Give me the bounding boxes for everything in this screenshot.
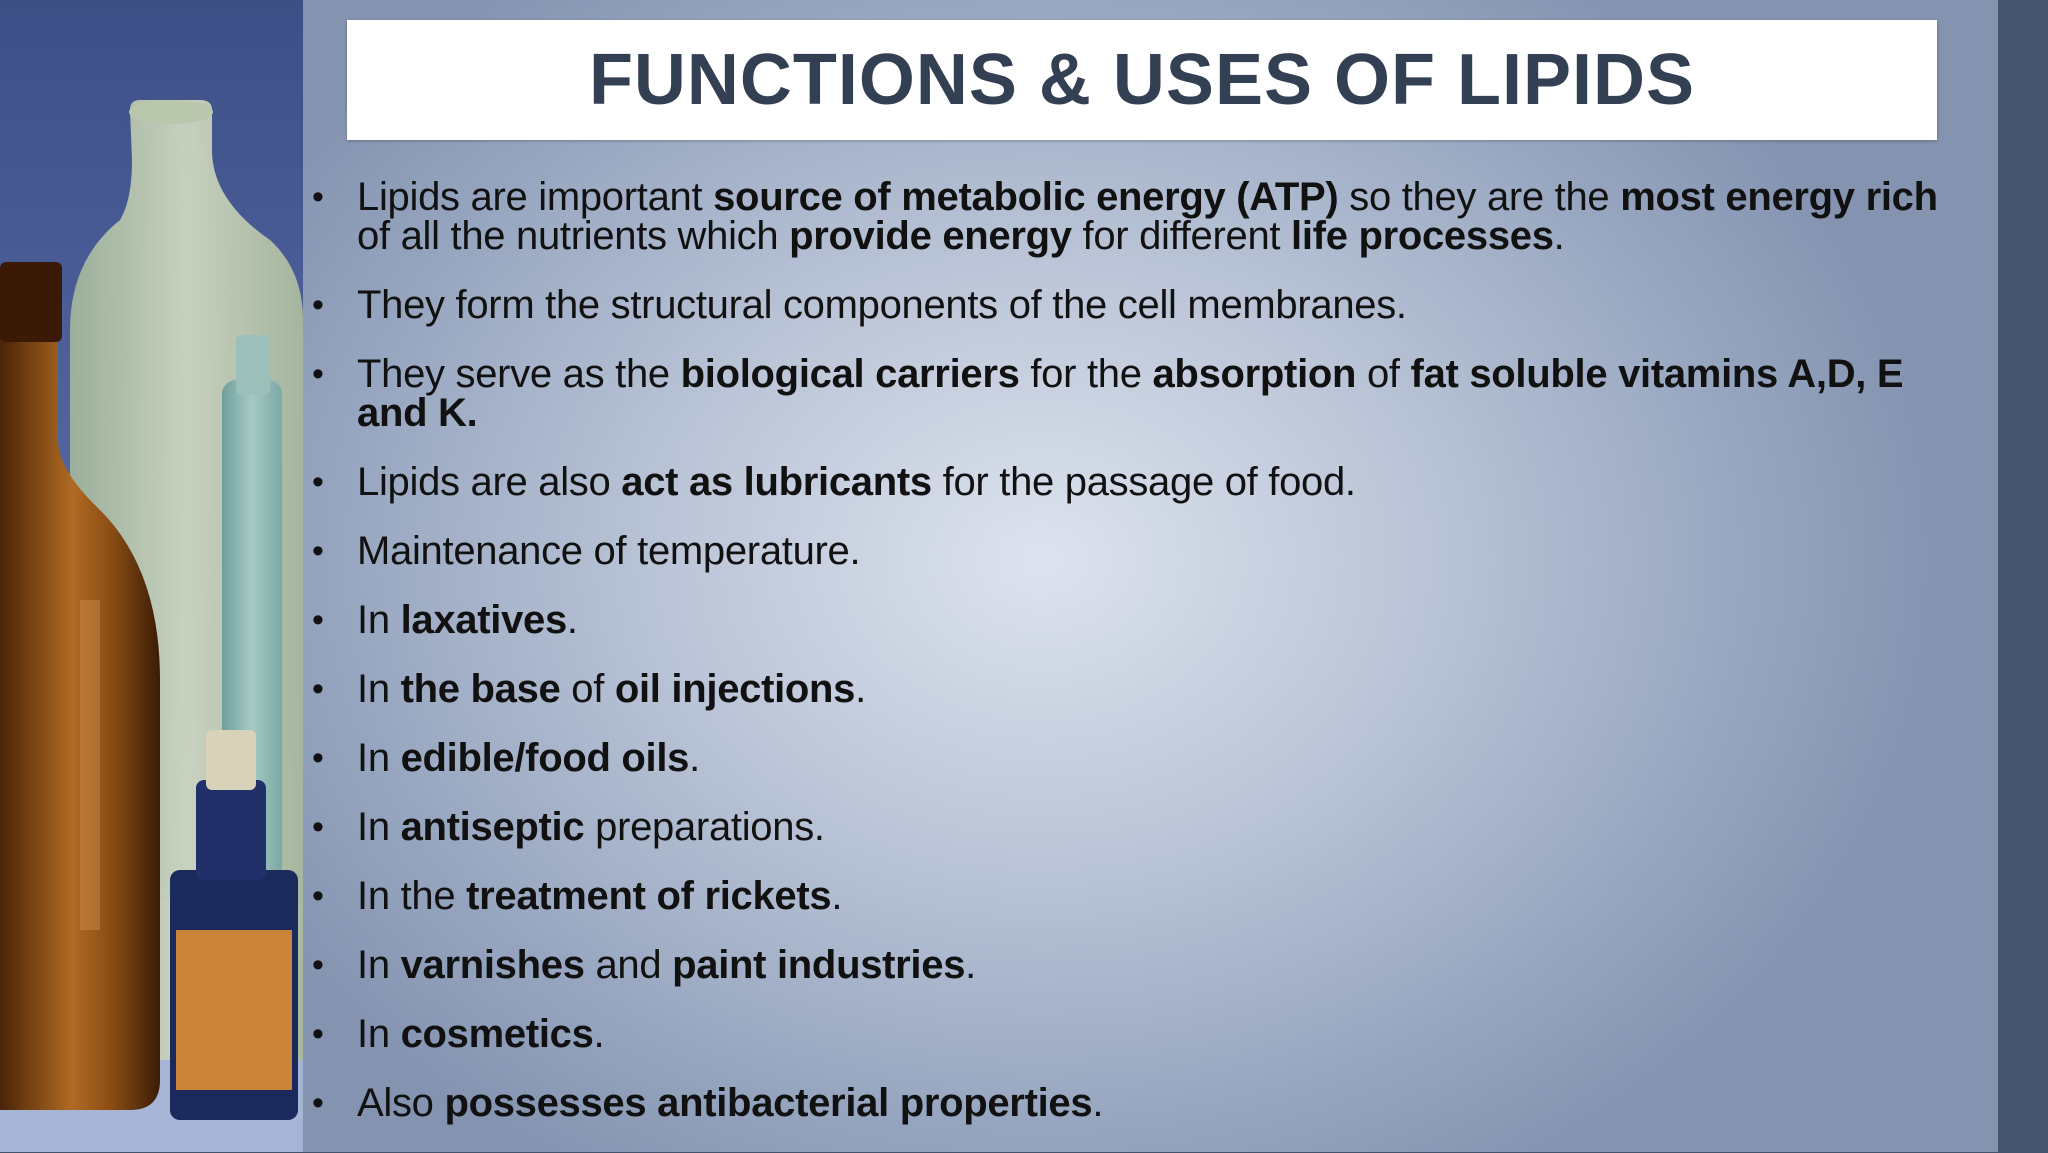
bullet-text: In the bbox=[357, 874, 467, 918]
bullet-text: for different bbox=[1071, 214, 1292, 258]
bullet-item bbox=[303, 1081, 1983, 1125]
bullet-list bbox=[303, 175, 1983, 1153]
bullet-bold-text: paint industries bbox=[672, 943, 966, 987]
slide-title: FUNCTIONS & USES OF LIPIDS bbox=[588, 40, 1696, 120]
bullet-item bbox=[303, 529, 1983, 573]
bullet-bold-text: varnishes bbox=[400, 943, 585, 987]
bullet-bold-text: life processes bbox=[1291, 214, 1554, 258]
bullet-bold-text: laxatives bbox=[400, 598, 567, 642]
bullet-text: of bbox=[560, 667, 615, 711]
bullet-text: so they are the bbox=[1338, 175, 1621, 219]
bullet-text: . bbox=[1553, 214, 1565, 258]
bottles-photo bbox=[0, 0, 303, 1152]
bullet-bold-text: absorption bbox=[1152, 352, 1357, 396]
bullet-bold-text: treatment of rickets bbox=[466, 874, 832, 918]
bullet-text: In bbox=[357, 598, 401, 642]
bullet-text: for the bbox=[1019, 352, 1153, 396]
bullet-text: Also bbox=[357, 1081, 445, 1125]
bullet-item bbox=[303, 943, 1983, 987]
bullet-bold-text: act as lubricants bbox=[621, 460, 932, 504]
bullet-text: preparations. bbox=[584, 805, 825, 849]
bullet-bold-text: fat soluble vitamins A,D, E and K. bbox=[357, 352, 1904, 435]
slide-content bbox=[303, 0, 1998, 1152]
bullet-bold-text: most energy rich bbox=[1620, 175, 1938, 219]
bullet-bold-text: cosmetics bbox=[400, 1012, 594, 1056]
bullet-item bbox=[303, 283, 1983, 327]
bullet-bold-text: oil injections bbox=[614, 667, 856, 711]
bullet-item bbox=[303, 736, 1983, 780]
bullet-text: Lipids are important bbox=[357, 175, 714, 219]
bullet-text: of all the nutrients which bbox=[357, 214, 790, 258]
bullet-text: In bbox=[357, 943, 401, 987]
bullet-text: . bbox=[593, 1012, 605, 1056]
bullet-bold-text: edible/food oils bbox=[400, 736, 690, 780]
title-box bbox=[347, 20, 1937, 140]
bullet-bold-text: antiseptic bbox=[400, 805, 585, 849]
bullet-item bbox=[303, 175, 1983, 258]
bullet-bold-text: biological carriers bbox=[680, 352, 1020, 396]
bullet-bold-text: provide energy bbox=[789, 214, 1072, 258]
bullet-item bbox=[303, 874, 1983, 918]
bullet-text: and bbox=[584, 943, 673, 987]
bullet-bold-text: source of metabolic energy (ATP) bbox=[713, 175, 1339, 219]
bullet-text: Lipids are also bbox=[357, 460, 622, 504]
bullet-text: In bbox=[357, 805, 401, 849]
bullet-text: . bbox=[1092, 1081, 1104, 1125]
bullet-text: In bbox=[357, 736, 401, 780]
bullet-text: of bbox=[1356, 352, 1411, 396]
bullet-text: . bbox=[566, 598, 578, 642]
bullet-text: They serve as the bbox=[357, 352, 681, 396]
bullet-text: . bbox=[965, 943, 976, 987]
bullet-text: In bbox=[357, 667, 401, 711]
bullet-item bbox=[303, 667, 1983, 711]
bullet-text: Maintenance of temperature. bbox=[357, 529, 861, 573]
bullet-text: for the passage of food. bbox=[931, 460, 1356, 504]
bullet-text: . bbox=[831, 874, 843, 918]
bullet-bold-text: possesses antibacterial properties bbox=[444, 1081, 1093, 1125]
bullet-bold-text: the base bbox=[400, 667, 561, 711]
bullet-item bbox=[303, 1012, 1983, 1056]
bullet-item bbox=[303, 460, 1983, 504]
bullet-text: They form the structural components of the cell membranes. bbox=[357, 283, 1407, 327]
bullet-text: . bbox=[689, 736, 700, 780]
bullet-text: . bbox=[855, 667, 866, 711]
right-frame-edge bbox=[1998, 0, 2048, 1152]
bullet-text: In bbox=[357, 1012, 401, 1056]
bullet-item bbox=[303, 352, 1983, 435]
bottles-illustration bbox=[0, 0, 303, 1152]
bullet-item bbox=[303, 598, 1983, 642]
bullet-item bbox=[303, 805, 1983, 849]
